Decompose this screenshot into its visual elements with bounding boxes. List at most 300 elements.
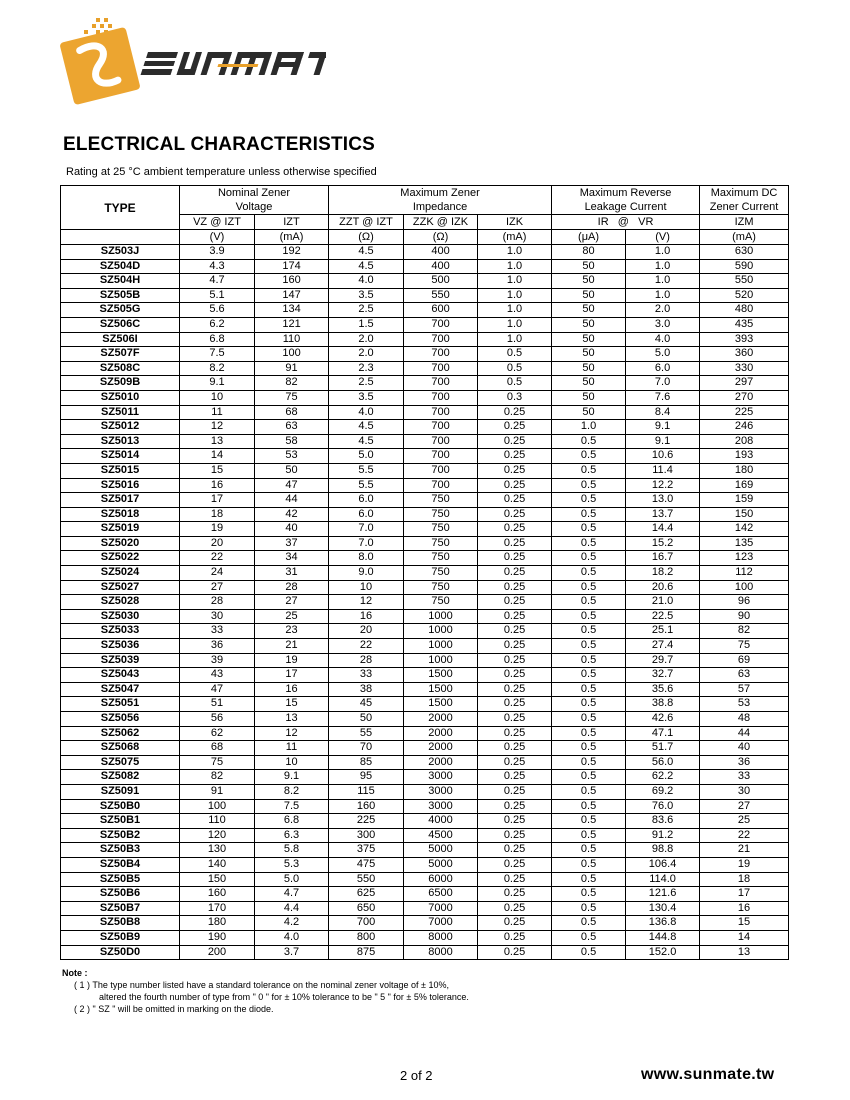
ir-cell: 80 xyxy=(552,245,626,260)
zzk-cell: 1500 xyxy=(404,697,478,712)
izt-cell: 28 xyxy=(255,580,329,595)
izt-cell: 100 xyxy=(255,347,329,362)
type-cell: SZ5019 xyxy=(61,522,180,537)
zzt-cell: 7.0 xyxy=(329,522,404,537)
table-row xyxy=(61,347,789,362)
izk-cell: 0.25 xyxy=(478,624,552,639)
zzt-cell: 550 xyxy=(329,872,404,887)
zzk-cell: 750 xyxy=(404,551,478,566)
type-cell: SZ508C xyxy=(61,361,180,376)
izk-cell: 0.25 xyxy=(478,843,552,858)
izt-cell: 10 xyxy=(255,755,329,770)
type-cell: SZ5091 xyxy=(61,784,180,799)
zzt-cell: 1.5 xyxy=(329,317,404,332)
impedance-header-1: Maximum Zener xyxy=(329,186,552,201)
vz-cell: 5.1 xyxy=(180,288,255,303)
zzk-cell: 750 xyxy=(404,580,478,595)
izt-cell: 4.0 xyxy=(255,930,329,945)
table-row xyxy=(61,376,789,391)
izm-cell: 90 xyxy=(700,609,789,624)
zzk-cell: 5000 xyxy=(404,843,478,858)
vz-cell: 16 xyxy=(180,478,255,493)
zzt-cell: 700 xyxy=(329,916,404,931)
izt-cell: 147 xyxy=(255,288,329,303)
vz-cell: 10 xyxy=(180,390,255,405)
page-title: ELECTRICAL CHARACTERISTICS xyxy=(63,134,376,155)
izt-cell: 47 xyxy=(255,478,329,493)
ir-cell: 0.5 xyxy=(552,449,626,464)
zzt-cell: 875 xyxy=(329,945,404,960)
izt-cell: 11 xyxy=(255,741,329,756)
table-row xyxy=(61,288,789,303)
ir-cell: 0.5 xyxy=(552,814,626,829)
izt-cell: 75 xyxy=(255,390,329,405)
table-row xyxy=(61,609,789,624)
ir-cell: 50 xyxy=(552,288,626,303)
unit-cell: (mA) xyxy=(255,230,329,245)
zzk-cell: 1500 xyxy=(404,682,478,697)
zzk-cell: 4500 xyxy=(404,828,478,843)
vr-cell: 4.0 xyxy=(626,332,700,347)
zzt-cell: 45 xyxy=(329,697,404,712)
zzk-cell: 700 xyxy=(404,449,478,464)
vz-cell: 62 xyxy=(180,726,255,741)
zzk-cell: 700 xyxy=(404,390,478,405)
vz-cell: 11 xyxy=(180,405,255,420)
zzt-cell: 95 xyxy=(329,770,404,785)
vz-cell: 12 xyxy=(180,420,255,435)
zzt-cell: 16 xyxy=(329,609,404,624)
type-cell: SZ5015 xyxy=(61,463,180,478)
vr-cell: 114.0 xyxy=(626,872,700,887)
zzk-cell: 8000 xyxy=(404,930,478,945)
zzt-cell: 4.0 xyxy=(329,274,404,289)
table-row xyxy=(61,668,789,683)
vr-cell: 10.6 xyxy=(626,449,700,464)
ir-cell: 50 xyxy=(552,347,626,362)
zzk-cell: 7000 xyxy=(404,916,478,931)
izt-cell: 160 xyxy=(255,274,329,289)
vr-cell: 47.1 xyxy=(626,726,700,741)
izk-cell: 0.25 xyxy=(478,668,552,683)
ir-cell: 0.5 xyxy=(552,639,626,654)
ir-cell: 0.5 xyxy=(552,434,626,449)
vr-cell: 9.1 xyxy=(626,434,700,449)
vz-cell: 33 xyxy=(180,624,255,639)
vz-cell: 170 xyxy=(180,901,255,916)
vr-cell: 13.0 xyxy=(626,493,700,508)
type-cell: SZ5028 xyxy=(61,595,180,610)
izm-cell: 100 xyxy=(700,580,789,595)
zzt-cell: 2.5 xyxy=(329,376,404,391)
unit-cell: (V) xyxy=(180,230,255,245)
table-row xyxy=(61,916,789,931)
izt-cell: 174 xyxy=(255,259,329,274)
izm-cell: 18 xyxy=(700,872,789,887)
vr-cell: 152.0 xyxy=(626,945,700,960)
izm-cell: 25 xyxy=(700,814,789,829)
ir-cell: 0.5 xyxy=(552,653,626,668)
type-cell: SZ506I xyxy=(61,332,180,347)
izt-cell: 31 xyxy=(255,566,329,581)
izk-cell: 0.25 xyxy=(478,930,552,945)
table-row xyxy=(61,245,789,260)
type-cell: SZ50B9 xyxy=(61,930,180,945)
zzk-cell: 3000 xyxy=(404,770,478,785)
zzt-cell: 10 xyxy=(329,580,404,595)
izt-cell: 23 xyxy=(255,624,329,639)
vz-cell: 15 xyxy=(180,463,255,478)
table-row xyxy=(61,595,789,610)
izt-cell: 21 xyxy=(255,639,329,654)
ir-cell: 0.5 xyxy=(552,624,626,639)
ir-cell: 50 xyxy=(552,390,626,405)
zzk-cell: 700 xyxy=(404,405,478,420)
type-cell: SZ5024 xyxy=(61,566,180,581)
vz-cell: 4.7 xyxy=(180,274,255,289)
notes xyxy=(62,967,469,1015)
izt-cell: 3.7 xyxy=(255,945,329,960)
vr-cell: 35.6 xyxy=(626,682,700,697)
zzk-header: ZZK @ IZK xyxy=(404,215,478,230)
izk-cell: 0.25 xyxy=(478,901,552,916)
zzt-cell: 225 xyxy=(329,814,404,829)
izm-cell: 63 xyxy=(700,668,789,683)
izt-cell: 27 xyxy=(255,595,329,610)
table-row xyxy=(61,784,789,799)
ir-cell: 50 xyxy=(552,317,626,332)
izm-cell: 180 xyxy=(700,463,789,478)
ir-cell: 0.5 xyxy=(552,916,626,931)
dc-current-header-1: Maximum DC xyxy=(700,186,789,201)
type-cell: SZ505G xyxy=(61,303,180,318)
type-cell: SZ50B7 xyxy=(61,901,180,916)
ir-cell: 0.5 xyxy=(552,463,626,478)
table-row xyxy=(61,449,789,464)
type-cell: SZ50B5 xyxy=(61,872,180,887)
ir-cell: 0.5 xyxy=(552,697,626,712)
vr-cell: 18.2 xyxy=(626,566,700,581)
vz-cell: 39 xyxy=(180,653,255,668)
ir-cell: 0.5 xyxy=(552,741,626,756)
izk-cell: 0.25 xyxy=(478,566,552,581)
izk-cell: 0.25 xyxy=(478,799,552,814)
type-cell: SZ5036 xyxy=(61,639,180,654)
izk-cell: 0.25 xyxy=(478,857,552,872)
izt-cell: 16 xyxy=(255,682,329,697)
izk-cell: 0.25 xyxy=(478,872,552,887)
vr-cell: 91.2 xyxy=(626,828,700,843)
table-row xyxy=(61,814,789,829)
table-row xyxy=(61,843,789,858)
type-cell: SZ50B3 xyxy=(61,843,180,858)
izt-cell: 82 xyxy=(255,376,329,391)
izk-cell: 0.25 xyxy=(478,770,552,785)
vr-cell: 51.7 xyxy=(626,741,700,756)
zzt-cell: 2.5 xyxy=(329,303,404,318)
izt-cell: 19 xyxy=(255,653,329,668)
vz-cell: 8.2 xyxy=(180,361,255,376)
izk-cell: 0.25 xyxy=(478,420,552,435)
izt-cell: 134 xyxy=(255,303,329,318)
zzk-cell: 2000 xyxy=(404,712,478,727)
izm-cell: 520 xyxy=(700,288,789,303)
izm-cell: 33 xyxy=(700,770,789,785)
electrical-characteristics-table xyxy=(60,185,789,960)
izm-cell: 330 xyxy=(700,361,789,376)
zzk-cell: 6000 xyxy=(404,872,478,887)
vr-cell: 32.7 xyxy=(626,668,700,683)
izt-cell: 15 xyxy=(255,697,329,712)
zzt-header: ZZT @ IZT xyxy=(329,215,404,230)
vr-cell: 69.2 xyxy=(626,784,700,799)
type-cell: SZ504D xyxy=(61,259,180,274)
table-row xyxy=(61,624,789,639)
header-row-1 xyxy=(61,186,789,201)
vr-cell: 3.0 xyxy=(626,317,700,332)
ir-cell: 0.5 xyxy=(552,726,626,741)
ir-cell: 0.5 xyxy=(552,799,626,814)
ir-cell: 0.5 xyxy=(552,493,626,508)
izt-header: IZT xyxy=(255,215,329,230)
table-row xyxy=(61,639,789,654)
vz-cell: 20 xyxy=(180,536,255,551)
table-row xyxy=(61,712,789,727)
izk-cell: 0.5 xyxy=(478,361,552,376)
type-cell: SZ509B xyxy=(61,376,180,391)
izk-cell: 1.0 xyxy=(478,288,552,303)
vr-cell: 106.4 xyxy=(626,857,700,872)
izt-cell: 5.3 xyxy=(255,857,329,872)
izk-cell: 1.0 xyxy=(478,317,552,332)
izk-cell: 1.0 xyxy=(478,332,552,347)
vr-cell: 130.4 xyxy=(626,901,700,916)
izt-cell: 110 xyxy=(255,332,329,347)
izt-cell: 68 xyxy=(255,405,329,420)
table-row xyxy=(61,493,789,508)
vr-cell: 12.2 xyxy=(626,478,700,493)
vr-cell: 144.8 xyxy=(626,930,700,945)
zzt-cell: 625 xyxy=(329,887,404,902)
vz-cell: 18 xyxy=(180,507,255,522)
zzt-cell: 7.0 xyxy=(329,536,404,551)
vz-cell: 6.8 xyxy=(180,332,255,347)
zzt-cell: 2.3 xyxy=(329,361,404,376)
zzk-cell: 750 xyxy=(404,595,478,610)
zzt-cell: 160 xyxy=(329,799,404,814)
ir-cell: 50 xyxy=(552,332,626,347)
vz-cell: 47 xyxy=(180,682,255,697)
type-cell: SZ5022 xyxy=(61,551,180,566)
izt-cell: 40 xyxy=(255,522,329,537)
unit-cell: (mA) xyxy=(478,230,552,245)
ir-cell: 50 xyxy=(552,259,626,274)
izt-cell: 121 xyxy=(255,317,329,332)
izk-cell: 0.25 xyxy=(478,551,552,566)
type-cell: SZ5018 xyxy=(61,507,180,522)
website-link[interactable]: www.sunmate.tw xyxy=(641,1066,775,1083)
type-cell: SZ506C xyxy=(61,317,180,332)
izt-cell: 12 xyxy=(255,726,329,741)
izk-cell: 0.25 xyxy=(478,814,552,829)
izk-cell: 0.25 xyxy=(478,463,552,478)
zzk-cell: 1000 xyxy=(404,624,478,639)
zzt-cell: 2.0 xyxy=(329,332,404,347)
vr-cell: 62.2 xyxy=(626,770,700,785)
zzt-cell: 8.0 xyxy=(329,551,404,566)
izk-cell: 0.25 xyxy=(478,507,552,522)
izm-cell: 44 xyxy=(700,726,789,741)
zzt-cell: 33 xyxy=(329,668,404,683)
note-title: Note : xyxy=(62,968,88,978)
izt-cell: 5.8 xyxy=(255,843,329,858)
vr-cell: 7.0 xyxy=(626,376,700,391)
izm-cell: 246 xyxy=(700,420,789,435)
ir-cell: 0.5 xyxy=(552,930,626,945)
table-row xyxy=(61,566,789,581)
ir-cell: 0.5 xyxy=(552,668,626,683)
zzt-cell: 4.0 xyxy=(329,405,404,420)
vr-cell: 121.6 xyxy=(626,887,700,902)
unit-cell: (V) xyxy=(626,230,700,245)
type-cell: SZ5030 xyxy=(61,609,180,624)
vr-cell: 7.6 xyxy=(626,390,700,405)
table-row xyxy=(61,580,789,595)
type-cell: SZ50B8 xyxy=(61,916,180,931)
vz-cell: 43 xyxy=(180,668,255,683)
table-row xyxy=(61,697,789,712)
izm-cell: 435 xyxy=(700,317,789,332)
zzt-cell: 50 xyxy=(329,712,404,727)
zzt-cell: 38 xyxy=(329,682,404,697)
table-row xyxy=(61,274,789,289)
table-row xyxy=(61,478,789,493)
vr-cell: 1.0 xyxy=(626,259,700,274)
zzt-cell: 5.5 xyxy=(329,463,404,478)
type-cell: SZ5056 xyxy=(61,712,180,727)
ir-cell: 0.5 xyxy=(552,784,626,799)
izm-cell: 13 xyxy=(700,945,789,960)
izk-cell: 0.25 xyxy=(478,522,552,537)
table-row xyxy=(61,332,789,347)
zzk-cell: 750 xyxy=(404,536,478,551)
type-cell: SZ5062 xyxy=(61,726,180,741)
izm-cell: 208 xyxy=(700,434,789,449)
izt-cell: 53 xyxy=(255,449,329,464)
izt-cell: 34 xyxy=(255,551,329,566)
zzt-cell: 20 xyxy=(329,624,404,639)
table-row xyxy=(61,857,789,872)
zzt-cell: 475 xyxy=(329,857,404,872)
izm-cell: 57 xyxy=(700,682,789,697)
vr-cell: 98.8 xyxy=(626,843,700,858)
table-row xyxy=(61,682,789,697)
table-row xyxy=(61,828,789,843)
izm-cell: 480 xyxy=(700,303,789,318)
vz-cell: 75 xyxy=(180,755,255,770)
izm-cell: 17 xyxy=(700,887,789,902)
izt-cell: 42 xyxy=(255,507,329,522)
vz-cell: 4.3 xyxy=(180,259,255,274)
vz-cell: 91 xyxy=(180,784,255,799)
type-cell: SZ5012 xyxy=(61,420,180,435)
vr-cell: 27.4 xyxy=(626,639,700,654)
zzt-cell: 3.5 xyxy=(329,288,404,303)
table-body xyxy=(61,245,789,960)
zzt-cell: 4.5 xyxy=(329,434,404,449)
izm-cell: 142 xyxy=(700,522,789,537)
vr-cell: 22.5 xyxy=(626,609,700,624)
izm-cell: 159 xyxy=(700,493,789,508)
vz-cell: 160 xyxy=(180,887,255,902)
izm-header: IZM xyxy=(700,215,789,230)
vr-cell: 20.6 xyxy=(626,580,700,595)
ir-cell: 0.5 xyxy=(552,551,626,566)
vr-cell: 6.0 xyxy=(626,361,700,376)
rating-note: Rating at 25 °C ambient temperature unless otherwise specified xyxy=(66,166,377,178)
vz-cell: 190 xyxy=(180,930,255,945)
zzt-cell: 9.0 xyxy=(329,566,404,581)
table-row xyxy=(61,390,789,405)
izt-cell: 9.1 xyxy=(255,770,329,785)
table-row xyxy=(61,551,789,566)
vz-cell: 36 xyxy=(180,639,255,654)
zzk-cell: 1000 xyxy=(404,609,478,624)
izm-cell: 135 xyxy=(700,536,789,551)
zzk-cell: 750 xyxy=(404,522,478,537)
table-row xyxy=(61,887,789,902)
vz-cell: 120 xyxy=(180,828,255,843)
zzt-cell: 4.5 xyxy=(329,245,404,260)
zzt-cell: 650 xyxy=(329,901,404,916)
zzt-cell: 70 xyxy=(329,741,404,756)
izk-cell: 0.25 xyxy=(478,887,552,902)
ir-cell: 50 xyxy=(552,361,626,376)
ir-cell: 0.5 xyxy=(552,712,626,727)
izk-cell: 0.25 xyxy=(478,493,552,508)
type-cell: SZ503J xyxy=(61,245,180,260)
type-cell: SZ5013 xyxy=(61,434,180,449)
zzk-cell: 700 xyxy=(404,376,478,391)
zzk-cell: 750 xyxy=(404,493,478,508)
izk-cell: 1.0 xyxy=(478,259,552,274)
izk-cell: 0.25 xyxy=(478,405,552,420)
zzk-cell: 1000 xyxy=(404,653,478,668)
izk-cell: 0.25 xyxy=(478,712,552,727)
zzk-cell: 700 xyxy=(404,332,478,347)
table-row xyxy=(61,317,789,332)
zzk-cell: 750 xyxy=(404,566,478,581)
table-row xyxy=(61,420,789,435)
type-header: TYPE xyxy=(61,186,180,230)
izt-cell: 6.3 xyxy=(255,828,329,843)
izm-cell: 36 xyxy=(700,755,789,770)
izk-cell: 0.25 xyxy=(478,536,552,551)
izk-cell: 0.25 xyxy=(478,434,552,449)
unit-cell: (Ω) xyxy=(404,230,478,245)
zzt-cell: 375 xyxy=(329,843,404,858)
izm-cell: 75 xyxy=(700,639,789,654)
nominal-voltage-header-2: Voltage xyxy=(180,200,329,215)
vz-cell: 17 xyxy=(180,493,255,508)
ir-cell: 0.5 xyxy=(552,857,626,872)
zzt-cell: 3.5 xyxy=(329,390,404,405)
zzk-cell: 500 xyxy=(404,274,478,289)
ir-cell: 0.5 xyxy=(552,580,626,595)
izm-cell: 550 xyxy=(700,274,789,289)
vr-cell: 5.0 xyxy=(626,347,700,362)
izm-cell: 123 xyxy=(700,551,789,566)
